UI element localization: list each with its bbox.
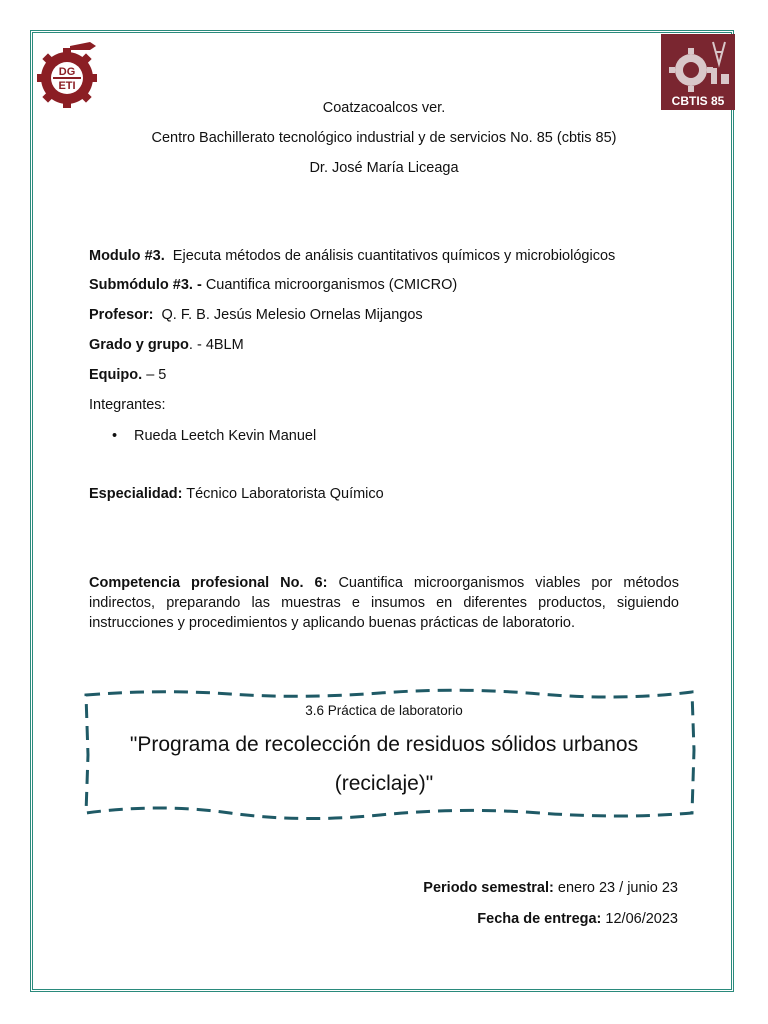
- header-school: Centro Bachillerato tecnológico industrial y de servicios No. 85 (cbtis 85): [151, 130, 617, 146]
- competencia-paragraph: [89, 573, 679, 633]
- periodo-value: enero 23 / junio 23: [557, 880, 678, 896]
- especialidad-line: [89, 486, 384, 502]
- submodulo-line: [89, 277, 457, 293]
- periodo-line: [423, 880, 678, 896]
- especialidad-value: Técnico Laboratorista Químico: [186, 486, 384, 502]
- dgeti-logo-bottom-text: ETI: [58, 80, 76, 92]
- competencia-text: Cuantifica microorganismos viables por métodos indirectos, preparando las muestras e insumos en diferentes productos, siguiendo instrucciones y procedimientos y aplicando buenas prácticas de laboratorio.: [89, 575, 679, 631]
- cbtis-logo-text: CBTIS 85: [671, 94, 725, 108]
- grado-value: . - 4BLM: [188, 337, 244, 353]
- integrante-name: Rueda Leetch Kevin Manuel: [134, 428, 317, 444]
- header-school-name: Dr. José María Liceaga: [309, 160, 459, 176]
- profesor-label: Profesor:: [89, 307, 154, 323]
- integrantes-label: Integrantes:: [89, 397, 166, 413]
- list-item: [112, 428, 316, 444]
- grado-line: [89, 337, 244, 353]
- practice-title-line2: (reciclaje)": [334, 772, 434, 795]
- equipo-value: – 5: [146, 367, 167, 383]
- dgeti-logo-top-text: DG: [58, 66, 76, 78]
- equipo-line: [89, 367, 166, 383]
- profesor-line: [89, 307, 423, 323]
- equipo-label: Equipo.: [89, 367, 143, 383]
- practice-label: 3.6 Práctica de laboratorio: [305, 703, 463, 718]
- periodo-label: Periodo semestral:: [423, 880, 554, 896]
- fecha-value: 12/06/2023: [605, 911, 678, 927]
- submodulo-label: Submódulo #3. -: [89, 277, 202, 293]
- cbtis-85-logo: [661, 34, 735, 110]
- competencia-label: Competencia profesional No. 6:: [89, 575, 328, 591]
- submodulo-value: Cuantifica microorganismos (CMICRO): [205, 277, 458, 293]
- especialidad-label: Especialidad:: [89, 486, 183, 502]
- bullet-icon: •: [112, 428, 118, 444]
- modulo-line: [89, 248, 615, 264]
- grado-label: Grado y grupo: [89, 337, 189, 353]
- modulo-label: Modulo #3.: [89, 248, 165, 264]
- header-city: Coatzacoalcos ver.: [322, 100, 446, 116]
- practice-title-line1: "Programa de recolección de residuos sólidos urbanos: [129, 733, 639, 756]
- fecha-label: Fecha de entrega:: [477, 911, 602, 927]
- modulo-value: Ejecuta métodos de análisis cuantitativos químicos y microbiológicos: [172, 248, 616, 264]
- fecha-line: [477, 911, 678, 927]
- profesor-value: Q. F. B. Jesús Melesio Ornelas Mijangos: [161, 307, 423, 323]
